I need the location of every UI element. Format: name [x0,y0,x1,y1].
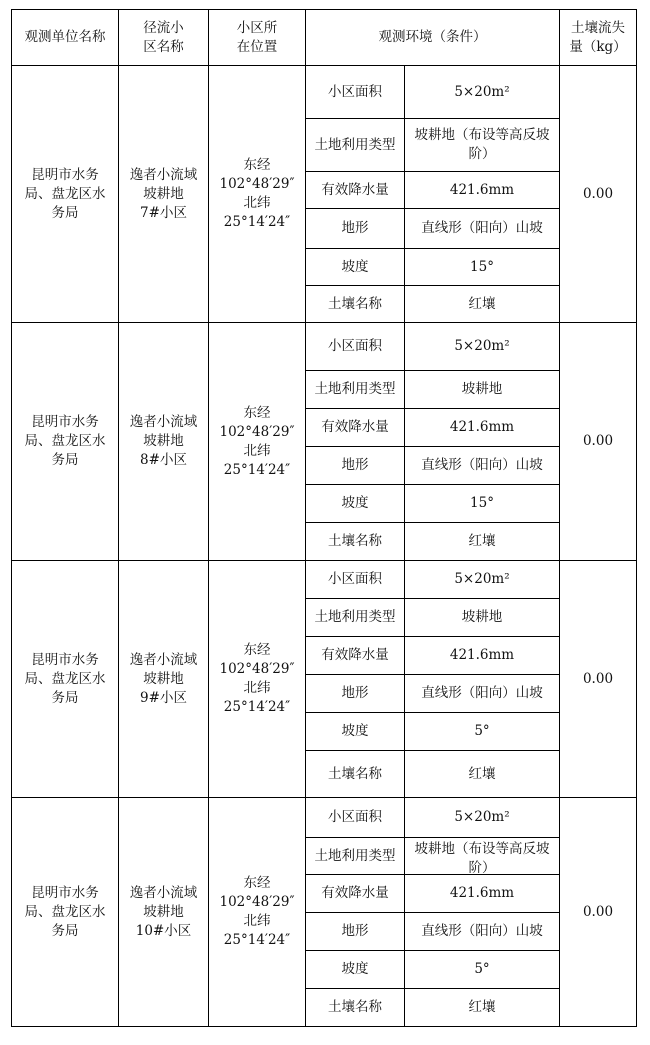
env-value-cell [405,838,560,875]
env-label-cell: 有效降水量 [306,637,405,675]
env-label-cell: 小区面积 [306,323,405,371]
env-value-cell: 15° [405,485,560,523]
env-label-cell: 土地利用类型 [306,599,405,637]
env-label-cell: 有效降水量 [306,875,405,913]
env-value-cell: 5×20m² [405,561,560,599]
env-value-cell: 5° [405,951,560,989]
env-value-cell: 红壤 [405,286,560,323]
location-cell: 东经 102°48′29″ 北纬 25°14′24″ [209,561,306,798]
env-label-cell: 有效降水量 [306,172,405,209]
unit-name-cell: 昆明市水务 局、盘龙区水 务局 [12,66,119,323]
env-value-cell: 5×20m² [405,323,560,371]
header-unit: 观测单位名称 [12,10,119,66]
env-value-cell: 红壤 [405,989,560,1027]
soil-loss-cell: 0.00 [560,66,637,323]
location-cell: 东经 102°48′29″ 北纬 25°14′24″ [209,66,306,323]
env-value-cell: 5×20m² [405,66,560,119]
env-value-cell: 15° [405,249,560,286]
env-label-cell: 土地利用类型 [306,838,405,875]
header-soil-loss: 土壤流失 量（kg） [560,10,637,66]
env-label-cell: 坡度 [306,951,405,989]
env-value-cell: 直线形（阳向）山坡 [405,447,560,485]
env-label-cell: 坡度 [306,249,405,286]
env-label-cell: 小区面积 [306,66,405,119]
env-value-cell: 坡耕地 [405,599,560,637]
unit-name-cell: 昆明市水务 局、盘龙区水 务局 [12,561,119,798]
unit-name-cell: 昆明市水务 局、盘龙区水 务局 [12,798,119,1027]
env-label-cell: 土壤名称 [306,751,405,798]
table-row [12,561,637,599]
env-value-cell: 5° [405,713,560,751]
unit-name-cell: 昆明市水务 局、盘龙区水 务局 [12,323,119,561]
env-label-cell: 小区面积 [306,798,405,838]
location-cell: 东经 102°48′29″ 北纬 25°14′24″ [209,323,306,561]
env-label-cell: 土壤名称 [306,523,405,561]
env-label-cell: 地形 [306,209,405,249]
env-value-cell: 5×20m² [405,798,560,838]
header-environment: 观测环境（条件） [306,10,560,66]
env-label-cell: 土地利用类型 [306,371,405,409]
env-label-cell: 地形 [306,447,405,485]
env-label-cell: 小区面积 [306,561,405,599]
table-row [12,323,637,371]
basin-name-cell: 逸者小流域 坡耕地 8#小区 [119,323,209,561]
basin-name-cell: 逸者小流域 坡耕地 7#小区 [119,66,209,323]
env-label-cell: 土壤名称 [306,286,405,323]
table-row [12,798,637,838]
env-label-cell: 土壤名称 [306,989,405,1027]
env-value-cell: 坡耕地 [405,371,560,409]
header-location: 小区所 在位置 [209,10,306,66]
basin-name-cell: 逸者小流域 坡耕地 10#小区 [119,798,209,1027]
env-value-cell: 红壤 [405,523,560,561]
env-value-cell: 直线形（阳向）山坡 [405,913,560,951]
env-label-cell: 有效降水量 [306,409,405,447]
env-label-cell: 土地利用类型 [306,119,405,172]
soil-loss-cell: 0.00 [560,798,637,1027]
soil-loss-cell: 0.00 [560,561,637,798]
observation-table [11,9,637,1027]
location-cell: 东经 102°48′29″ 北纬 25°14′24″ [209,798,306,1027]
env-label-cell: 地形 [306,913,405,951]
header-basin: 径流小 区名称 [119,10,209,66]
env-value-cell: 421.6mm [405,875,560,913]
env-value-text: 坡耕地（布设等高反坡 阶） [414,840,550,873]
env-value-cell: 直线形（阳向）山坡 [405,209,560,249]
env-value-cell: 红壤 [405,751,560,798]
soil-loss-cell: 0.00 [560,323,637,561]
env-value-cell: 421.6mm [405,637,560,675]
env-value-cell: 421.6mm [405,409,560,447]
env-label-cell: 坡度 [306,485,405,523]
header-row [12,10,637,66]
table-row [12,66,637,119]
basin-name-cell: 逸者小流域 坡耕地 9#小区 [119,561,209,798]
env-value-cell: 直线形（阳向）山坡 [405,675,560,713]
env-value-cell: 421.6mm [405,172,560,209]
env-label-cell: 坡度 [306,713,405,751]
env-value-cell: 坡耕地（布设等高反坡 阶） [405,119,560,172]
env-label-cell: 地形 [306,675,405,713]
